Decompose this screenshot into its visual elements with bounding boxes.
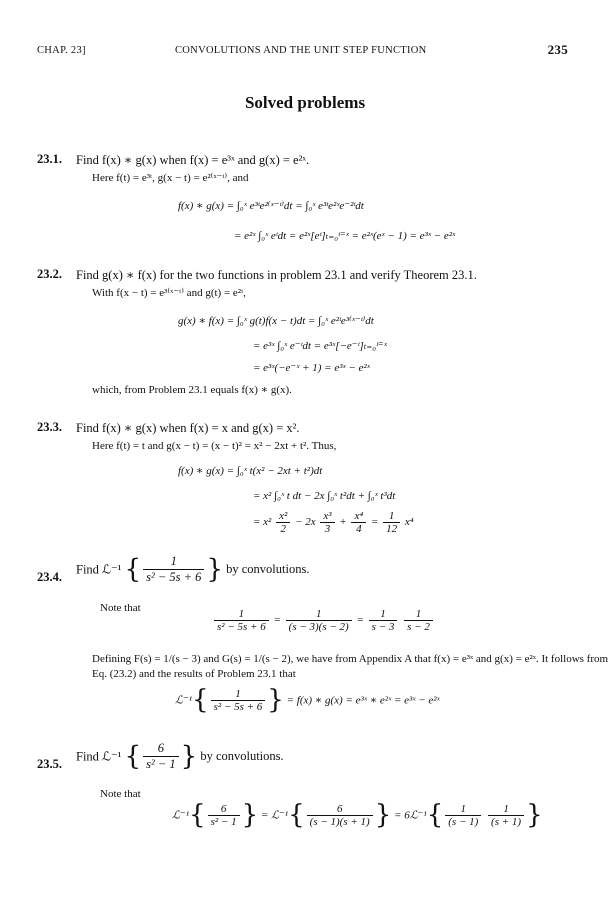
equation-23-4-partial-fractions: $\frac{1}{\text{s² − 5s + 6}}$ = $\frac{1}{(s - 3)(s - 2)}$ = $\frac{1}{s - 3}$ $\frac{1}{s - 2}$ — [212, 608, 435, 633]
equation-23-4-result: ℒ⁻¹{ $\frac{1}{\text{s² − 5s + 6}}$ } = f(x) ∗ g(x) = e³ˣ ∗ e²ˣ = e³ˣ − e²ˣ — [175, 685, 440, 715]
equation-23-3-line1: f(x) ∗ g(x) = ∫₀ˣ t(x² − 2xt + t²)dt — [178, 465, 323, 477]
equation-23-2-line2: = e³ˣ ∫₀ˣ e⁻ᵗdt = e³ˣ[−e⁻ᵗ]ₜ₌₀ᵗ⁼ˣ — [253, 340, 387, 352]
problem-text-23-4-conclusion: Eq. (23.2) and the results of Problem 23.1 that — [92, 668, 296, 680]
problem-statement-23-3: Find f(x) ∗ g(x) when f(x) = x and g(x) = x². — [76, 421, 300, 435]
problem-number-23-4: 23.4. — [37, 570, 62, 584]
equation-23-1-line1: f(x) ∗ g(x) = ∫₀ˣ e³ᵗe²⁽ˣ⁻ᵗ⁾dt = ∫₀ˣ e³ᵗe²ˣe⁻²ᵗdt — [178, 200, 364, 212]
page-number: 235 — [547, 42, 568, 57]
problem-text-23-2: With f(x − t) = e³⁽ˣ⁻ᵗ⁾ and g(t) = e²ᵗ, — [92, 287, 246, 299]
problem-text-23-3: Here f(t) = t and g(x − t) = (x − t)² = x² − 2xt + t². Thus, — [92, 440, 337, 452]
equation-23-2-line3: = e³ˣ(−e⁻ˣ + 1) = e³ˣ − e²ˣ — [253, 362, 370, 374]
problem-text-23-4-defining: Defining F(s) = 1/(s − 3) and G(s) = 1/(s − 2), we have from Appendix A that f(x) = e³ˣ and g(x) = e²ˣ. It follows from — [92, 653, 609, 665]
problem-statement-23-4: Find ℒ⁻¹ { $\frac{1}{\text{s² − 5s + 6}}$ } by convolutions. — [76, 554, 310, 585]
equation-23-3-line3: = x² $\frac{\text{x²}}{2}$ − 2x $\frac{\text{x³}}{3}$ + $\frac{\text{x⁴}}{4}$ = $\frac{1}{12}$ x⁴ — [253, 510, 414, 535]
problem-statement-23-5: Find ℒ⁻¹ { $\frac{6}{\text{s² − 1}}$ } by convolutions. — [76, 741, 284, 772]
problem-text-23-1: Here f(t) = e³ᵗ, g(x − t) = e²⁽ˣ⁻ᵗ⁾, and — [92, 172, 249, 184]
chapter-label: CHAP. 23] — [37, 45, 86, 56]
equation-23-1-line2: = e²ˣ ∫₀ˣ eᵗdt = e²ˣ[eᵗ]ₜ₌₀ᵗ⁼ˣ = e²ˣ(eˣ − 1) = e³ˣ − e²ˣ — [234, 230, 456, 242]
problem-number-23-3: 23.3. — [37, 420, 62, 434]
running-title: CONVOLUTIONS AND THE UNIT STEP FUNCTION — [175, 45, 427, 56]
problem-number-23-2: 23.2. — [37, 267, 62, 281]
problem-text-23-5: Note that — [100, 788, 141, 800]
section-title: Solved problems — [244, 93, 366, 112]
equation-23-3-line2: = x² ∫₀ˣ t dt − 2x ∫₀ˣ t²dt + ∫₀ˣ t³dt — [253, 490, 396, 502]
problem-text-23-4: Note that — [100, 602, 141, 614]
problem-statement-23-2: Find g(x) ∗ f(x) for the two functions in problem 23.1 and verify Theorem 23.1. — [76, 268, 477, 282]
equation-23-2-line1: g(x) ∗ f(x) = ∫₀ˣ g(t)f(x − t)dt = ∫₀ˣ e²ᵗe³⁽ˣ⁻ᵗ⁾dt — [178, 315, 374, 327]
problem-number-23-5: 23.5. — [37, 757, 62, 771]
problem-number-23-1: 23.1. — [37, 152, 62, 166]
problem-text-23-2-conclusion: which, from Problem 23.1 equals f(x) ∗ g(x). — [92, 384, 292, 396]
equation-23-5-decomposition: ℒ⁻¹{ $\frac{6}{\text{s² − 1}}$ } = ℒ⁻¹{ $\frac{6}{(s - 1)(s + 1)}$ } = 6ℒ⁻¹{ $\frac{1}{(s - 1)}$ $\frac{1}{(s + 1)}$ } — [172, 800, 543, 830]
problem-statement-23-1: Find f(x) ∗ g(x) when f(x) = e³ˣ and g(x) = e²ˣ. — [76, 153, 310, 167]
